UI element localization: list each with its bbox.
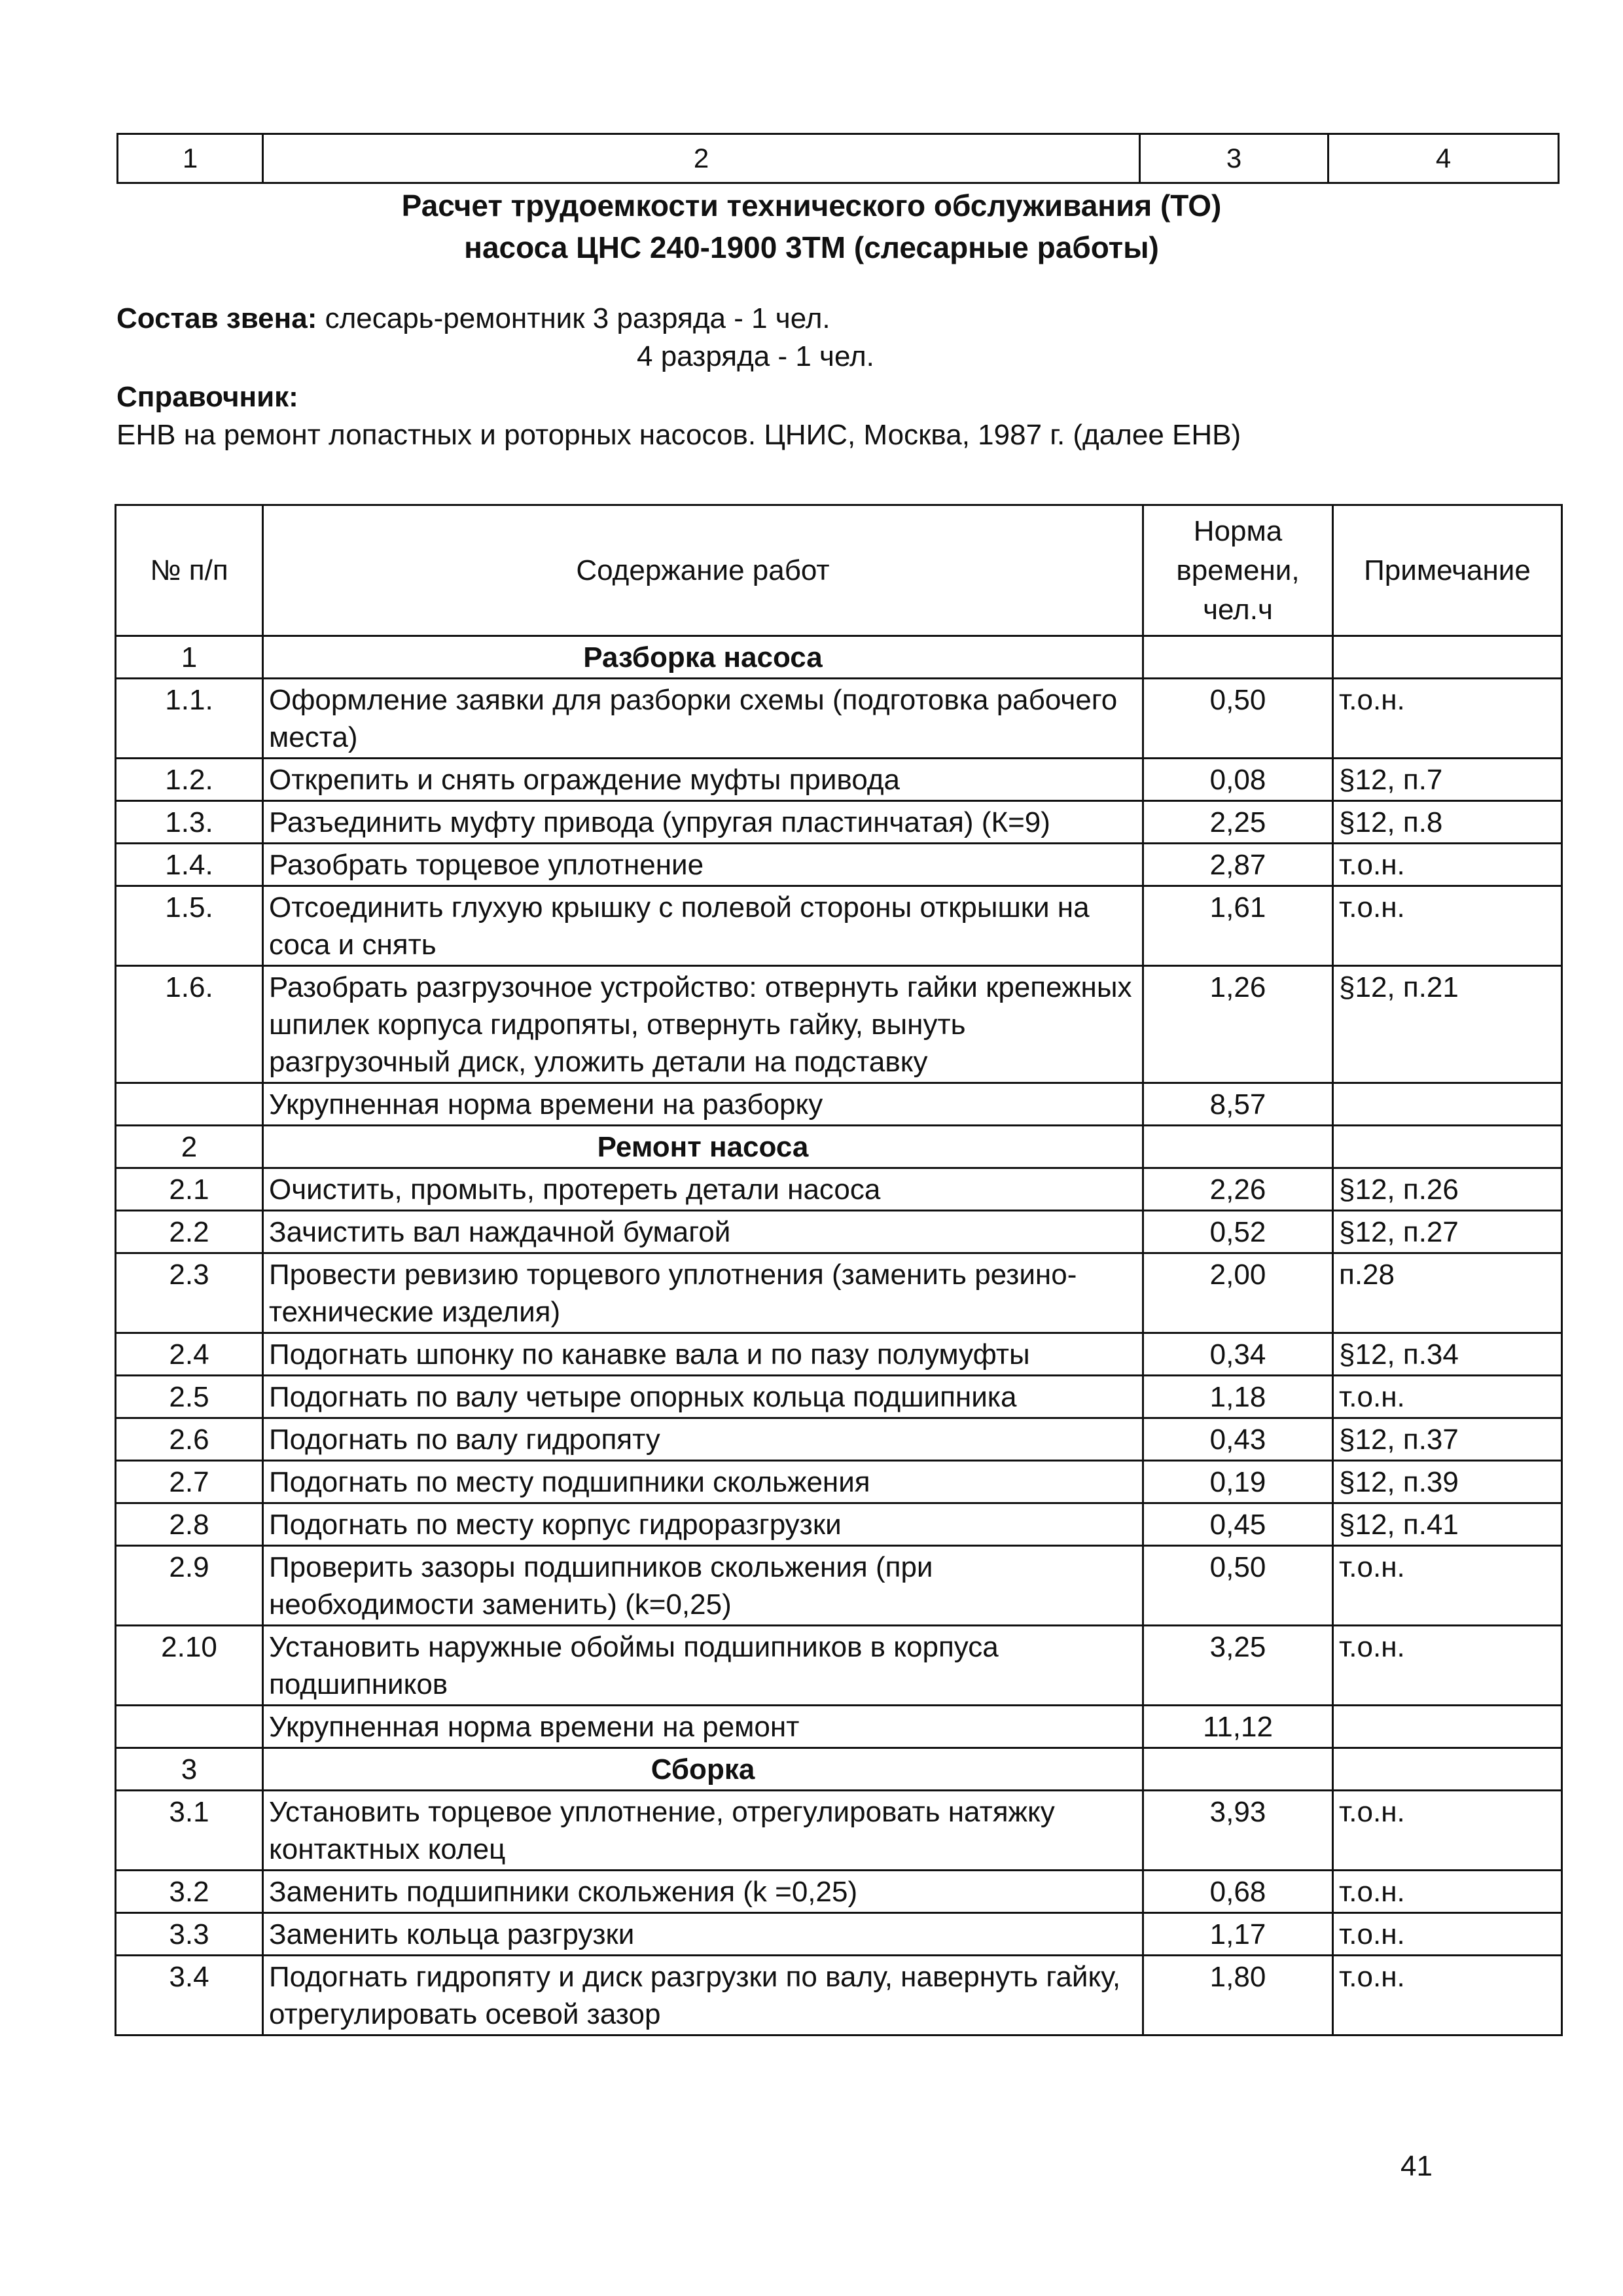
column-number-strip [116,133,1560,184]
time-norm: 0,45 [1143,1503,1333,1546]
page-number: 41 [1400,2150,1433,2182]
work-description: Открепить и снять ограждение муфты привода [263,759,1143,801]
column-number: 4 [1329,134,1559,183]
header-number: № п/п [116,505,263,636]
section-row [116,1748,1562,1791]
note: §12, п.27 [1333,1211,1562,1253]
note: т.о.н. [1333,1626,1562,1706]
time-norm: 2,26 [1143,1168,1333,1211]
note: §12, п.41 [1333,1503,1562,1546]
note: т.о.н. [1333,1913,1562,1956]
row-number: 2.5 [116,1376,263,1418]
time-norm: 0,50 [1143,679,1333,759]
work-description: Разобрать торцевое уплотнение [263,844,1143,886]
note: т.о.н. [1333,886,1562,966]
note: т.о.н. [1333,1546,1562,1626]
work-description: Установить торцевое уплотнение, отрегулировать натяжку контактных колец [263,1791,1143,1871]
note [1333,1126,1562,1168]
row-number: 1.1. [116,679,263,759]
time-norm [1143,636,1333,679]
work-description: Очистить, промыть, протереть детали насоса [263,1168,1143,1211]
work-description: Подогнать по валу гидропяту [263,1418,1143,1461]
time-norm [1143,1126,1333,1168]
column-number: 3 [1140,134,1329,183]
note: §12, п.26 [1333,1168,1562,1211]
table-header-row [116,505,1562,636]
table-row [116,1376,1562,1418]
time-norm: 1,80 [1143,1956,1333,2036]
table-row [116,1503,1562,1546]
table-row [116,1871,1562,1913]
time-norm: 2,25 [1143,801,1333,844]
note: §12, п.8 [1333,801,1562,844]
header-note: Примечание [1333,505,1562,636]
crew-line-2: 4 разряда - 1 чел. [637,340,874,372]
table-row [116,801,1562,844]
note: §12, п.34 [1333,1333,1562,1376]
work-description: Установить наружные обоймы подшипников в корпуса подшипников [263,1626,1143,1706]
row-number: 2.4 [116,1333,263,1376]
row-number: 3.4 [116,1956,263,2036]
table-row [116,1253,1562,1333]
row-number [116,1706,263,1748]
time-norm: 0,43 [1143,1418,1333,1461]
table-row [116,1418,1562,1461]
time-norm: 3,25 [1143,1626,1333,1706]
note: т.о.н. [1333,1791,1562,1871]
row-number: 2.2 [116,1211,263,1253]
work-description: Отсоединить глухую крышку с полевой стороны открышки на соса и снять [263,886,1143,966]
time-norm: 3,93 [1143,1791,1333,1871]
header-work: Содержание работ [263,505,1143,636]
time-norm: 1,17 [1143,1913,1333,1956]
note: §12, п.37 [1333,1418,1562,1461]
note [1333,636,1562,679]
note [1333,1083,1562,1126]
work-description: Заменить кольца разгрузки [263,1913,1143,1956]
note: т.о.н. [1333,844,1562,886]
time-norm: 0,19 [1143,1461,1333,1503]
table-row [116,844,1562,886]
table-row [116,1461,1562,1503]
note: т.о.н. [1333,679,1562,759]
work-description: Подогнать по месту корпус гидроразгрузки [263,1503,1143,1546]
row-number: 2.3 [116,1253,263,1333]
table-row [116,759,1562,801]
time-norm: 11,12 [1143,1706,1333,1748]
section-title: Сборка [263,1748,1143,1791]
note: §12, п.21 [1333,966,1562,1083]
table-row [116,679,1562,759]
work-description: Разобрать разгрузочное устройство: отвернуть гайки крепежных шпилек корпуса гидропяты, отвернуть гайку, вынуть разгрузочный диск, уложить детали на подставку [263,966,1143,1083]
table-row [116,1083,1562,1126]
work-description: Провести ревизию торцевого уплотнения (заменить резино-технические изделия) [263,1253,1143,1333]
row-number: 2 [116,1126,263,1168]
note: §12, п.39 [1333,1461,1562,1503]
document-title: Расчет трудоемкости технического обслуживания (ТО) [401,188,1222,223]
note [1333,1706,1562,1748]
row-number: 2.8 [116,1503,263,1546]
labor-table [115,504,1563,2036]
work-description: Подогнать по месту подшипники скольжения [263,1461,1143,1503]
work-description: Заменить подшипники скольжения (k =0,25) [263,1871,1143,1913]
header-norm: Норма времени, чел.ч [1143,505,1333,636]
time-norm: 0,68 [1143,1871,1333,1913]
table-row [116,1211,1562,1253]
note: т.о.н. [1333,1376,1562,1418]
row-number: 1.4. [116,844,263,886]
time-norm: 1,26 [1143,966,1333,1083]
table-row [116,1706,1562,1748]
note: п.28 [1333,1253,1562,1333]
work-description: Оформление заявки для разборки схемы (подготовка рабочего места) [263,679,1143,759]
note [1333,1748,1562,1791]
work-description: Подогнать гидропяту и диск разгрузки по валу, навернуть гайку, отрегулировать осевой зазор [263,1956,1143,2036]
note: т.о.н. [1333,1956,1562,2036]
row-number [116,1083,263,1126]
table-row [116,1333,1562,1376]
reference-text: ЕНВ на ремонт лопастных и роторных насосов. ЦНИС, Москва, 1987 г. (далее ЕНВ) [116,419,1241,451]
note: §12, п.7 [1333,759,1562,801]
work-description: Проверить зазоры подшипников скольжения (при необходимости заменить) (k=0,25) [263,1546,1143,1626]
time-norm: 1,18 [1143,1376,1333,1418]
time-norm: 0,50 [1143,1546,1333,1626]
row-number: 2.9 [116,1546,263,1626]
time-norm [1143,1748,1333,1791]
reference-label: Справочник: [116,381,298,413]
row-number: 3.2 [116,1871,263,1913]
section-row [116,636,1562,679]
row-number: 3.3 [116,1913,263,1956]
work-description: Подогнать по валу четыре опорных кольца подшипника [263,1376,1143,1418]
time-norm: 8,57 [1143,1083,1333,1126]
work-description: Укрупненная норма времени на разборку [263,1083,1143,1126]
time-norm: 1,61 [1143,886,1333,966]
row-number: 2.10 [116,1626,263,1706]
work-description: Подогнать шпонку по канавке вала и по пазу полумуфты [263,1333,1143,1376]
table-row [116,1546,1562,1626]
table-row [116,966,1562,1083]
crew-label: Состав звена: [116,302,317,334]
time-norm: 0,52 [1143,1211,1333,1253]
work-description: Зачистить вал наждачной бумагой [263,1211,1143,1253]
row-number: 1.5. [116,886,263,966]
column-number: 2 [263,134,1140,183]
row-number: 2.7 [116,1461,263,1503]
table-row [116,886,1562,966]
section-row [116,1126,1562,1168]
time-norm: 2,00 [1143,1253,1333,1333]
column-number: 1 [118,134,263,183]
row-number: 1 [116,636,263,679]
row-number: 2.6 [116,1418,263,1461]
table-row [116,1956,1562,2036]
table-row [116,1791,1562,1871]
work-description: Разъединить муфту привода (упругая пластинчатая) (К=9) [263,801,1143,844]
row-number: 1.3. [116,801,263,844]
table-row [116,1168,1562,1211]
time-norm: 2,87 [1143,844,1333,886]
work-description: Укрупненная норма времени на ремонт [263,1706,1143,1748]
time-norm: 0,34 [1143,1333,1333,1376]
row-number: 2.1 [116,1168,263,1211]
section-title: Разборка насоса [263,636,1143,679]
row-number: 1.6. [116,966,263,1083]
time-norm: 0,08 [1143,759,1333,801]
document-subtitle: насоса ЦНС 240-1900 3ТМ (слесарные работы) [464,230,1159,264]
table-row [116,1626,1562,1706]
section-title: Ремонт насоса [263,1126,1143,1168]
row-number: 3.1 [116,1791,263,1871]
crew-line [116,302,830,335]
crew-line-1: слесарь-ремонтник 3 разряда - 1 чел. [325,302,830,334]
table-body [116,636,1562,2036]
table-row [116,1913,1562,1956]
row-number: 3 [116,1748,263,1791]
row-number: 1.2. [116,759,263,801]
note: т.о.н. [1333,1871,1562,1913]
